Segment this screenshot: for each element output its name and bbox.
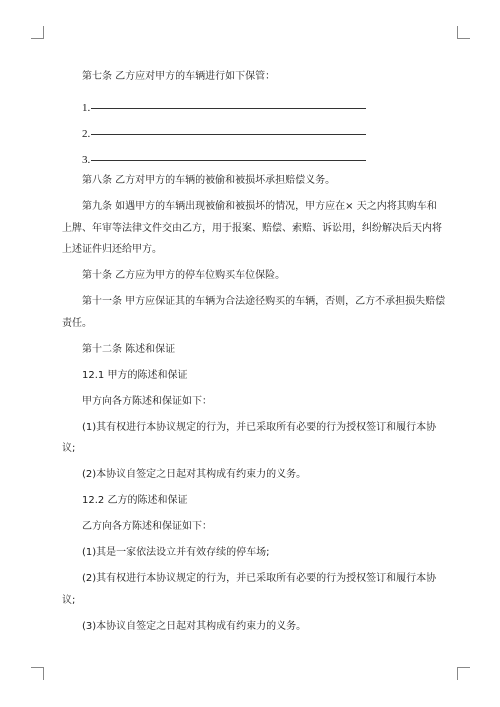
crop-mark-top-left	[31, 26, 44, 39]
crop-mark-bottom-left	[31, 667, 44, 680]
document-body	[62, 66, 446, 642]
crop-mark-bottom-right	[457, 667, 470, 680]
section-12-2-intro: 乙方向各方陈述和保证如下：	[82, 521, 212, 532]
section-12-2-item-3: (3)本协议自签定之日起对其构成有约束力的义务。	[82, 620, 307, 632]
section-12-1-item-2: (2)本协议自签定之日起对其构成有约束力的义务。	[82, 469, 307, 480]
article-11: 第十一条 甲方应保证其的车辆为合法途径购买的车辆，否则，乙方不承担损失赔偿责任。	[62, 296, 446, 329]
section-12-1-intro: 甲方向各方陈述和保证如下：	[82, 395, 212, 407]
article-10: 第十条 乙方应为甲方的停车位购买车位保险。	[82, 270, 286, 281]
blank-line-number: 3.	[82, 153, 91, 166]
fill-in-underline	[91, 108, 366, 109]
blank-line-2	[62, 118, 446, 140]
section-12-2-heading: 12.2 乙方的陈述和保证	[82, 495, 188, 506]
article-7: 第七条 乙方应对甲方的车辆进行如下保管：	[82, 71, 276, 82]
article-12-heading: 第十二条 陈述和保证	[82, 343, 176, 355]
section-12-2-item-2: (2)其有权进行本协议规定的行为，并已采取所有必要的行为授权签订和履行本协议;	[62, 573, 437, 606]
article-8: 第八条 乙方对甲方的车辆的被偷和被损坏承担赔偿义务。	[82, 175, 336, 186]
blank-line-3	[62, 144, 446, 166]
article-9: 第九条 如遇甲方的车辆出现被偷和被损坏的情况，甲方应在× 天之内将其购车和上牌、年审等法律文件交由乙方，用于报案、赔偿、索赔、诉讼用，纠纷解决后天内将上述证件归还给甲方。	[62, 201, 442, 255]
crop-mark-top-right	[457, 26, 470, 39]
section-12-1-item-1: (1)其有权进行本协议规定的行为，并已采取所有必要的行为授权签订和履行本协议;	[62, 421, 437, 454]
blank-line-1	[62, 92, 446, 114]
blank-line-number: 2.	[82, 127, 91, 140]
section-12-1-heading: 12.1 甲方的陈述和保证	[82, 369, 188, 381]
fill-in-underline	[91, 134, 366, 135]
section-12-2-item-1: (1)其是一家依法设立并有效存续的停车场;	[82, 547, 270, 558]
fill-in-underline	[91, 160, 366, 161]
blank-line-number: 1.	[82, 101, 91, 114]
